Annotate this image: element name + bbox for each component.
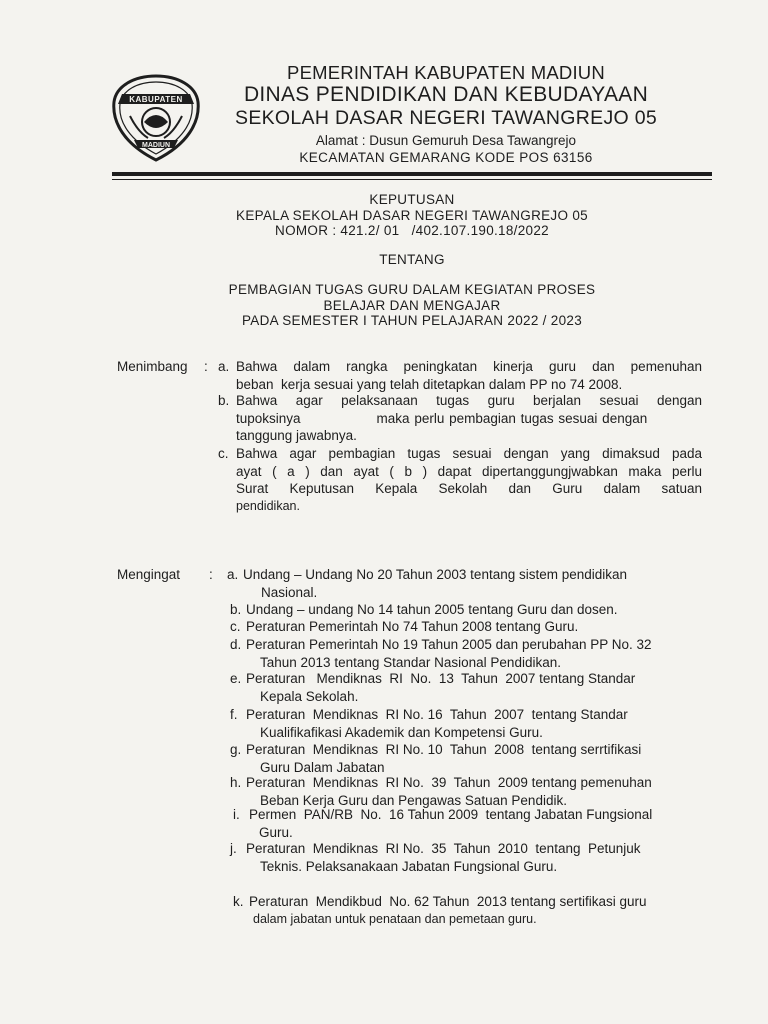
item-line: Kepala Sekolah. (260, 688, 359, 704)
item-marker: e. (230, 671, 242, 686)
item-line: Bahwa agar pembagian tugas sesuai dengan yang dimaksud pada (236, 446, 702, 461)
subject-line-2: BELAJAR DAN MENGAJAR (323, 297, 501, 313)
item-line: Nasional. (261, 584, 318, 600)
item-line: Peraturan Mendiknas RI No. 10 Tahun 2008 tentang serrtifikasi (246, 742, 642, 757)
government-name: PEMERINTAH KABUPATEN MADIUN (287, 62, 605, 83)
item-line: Peraturan Pemerintah No 74 Tahun 2008 tentang Guru. (246, 619, 579, 634)
item-line: Tahun 2013 tentang Standar Nasional Pendidikan. (260, 654, 561, 670)
item-line: Bahwa dalam rangka peningkatan kinerja guru dan pemenuhan (236, 359, 702, 374)
item-line: beban kerja sesuai yang telah ditetapkan dalam PP no 74 2008. (236, 376, 623, 392)
item-line: tanggung jawabnya. (236, 428, 357, 443)
item-line: Permen PAN/RB No. 16 Tahun 2009 tentang Jabatan Fungsional (249, 807, 653, 822)
item-line: Bahwa agar pelaksanaan tugas guru berjalan sesuai dengan (236, 393, 702, 408)
item-line: Guru. (259, 824, 293, 840)
decree-number: NOMOR : 421.2/ 01 /402.107.190.18/2022 (275, 223, 549, 238)
school-district: KECAMATAN GEMARANG KODE POS 63156 (299, 150, 593, 165)
subject-line-3: PADA SEMESTER I TAHUN PELAJARAN 2022 / 2023 (241, 313, 583, 328)
item-line: pendidikan. (236, 498, 300, 513)
item-line: Surat Keputusan Kepala Sekolah dan Guru dalam satuan (236, 481, 702, 496)
item-line: dalam jabatan untuk penataan dan pemetaan guru. (253, 911, 537, 926)
item-line: Guru Dalam Jabatan (260, 759, 385, 775)
item-marker: a. (218, 359, 230, 374)
item-line: Beban Kerja Guru dan Pengawas Satuan Pendidik. (260, 792, 567, 808)
decree-title: KEPUTUSAN (369, 192, 455, 207)
item-marker: a. (227, 567, 239, 582)
item-marker: j. (230, 841, 237, 856)
item-line: Peraturan Mendiknas RI No. 39 Tahun 2009 tentang pemenuhan (246, 775, 652, 790)
school-name: SEKOLAH DASAR NEGERI TAWANGREJO 05 (235, 107, 657, 129)
item-line: Peraturan Mendiknas RI No. 13 Tahun 2007 tentang Standar (246, 671, 636, 686)
item-marker: d. (230, 637, 242, 652)
mengingat-label: Mengingat (117, 567, 181, 582)
item-marker: f. (230, 707, 238, 722)
school-address: Alamat : Dusun Gemuruh Desa Tawangrejo (315, 133, 577, 148)
item-marker: k. (233, 894, 244, 909)
menimbang-label: Menimbang (117, 359, 188, 374)
item-marker: c. (218, 446, 229, 461)
item-line: Peraturan Pemerintah No 19 Tahun 2005 dan perubahan PP No. 32 (246, 637, 652, 652)
item-marker: h. (230, 775, 242, 790)
item-line: Peraturan Mendikbud No. 62 Tahun 2013 tentang sertifikasi guru (249, 894, 647, 909)
mengingat-colon: : (209, 567, 213, 582)
item-line: Peraturan Mendiknas RI No. 35 Tahun 2010 tentang Petunjuk (246, 841, 641, 856)
item-line: Teknis. Pelaksanakaan Jabatan Fungsional Guru. (260, 858, 558, 874)
item-marker: b. (230, 602, 242, 617)
item-line: Kualifikafikasi Akademik dan Kompetensi Guru. (260, 724, 543, 740)
item-line: ayat ( a ) dan ayat ( b ) dapat dipertanggungjwabkan maka perlu (236, 463, 702, 479)
item-marker: b. (218, 393, 230, 408)
item-marker: c. (230, 619, 241, 634)
agency-name: DINAS PENDIDIKAN DAN KEBUDAYAAN (243, 83, 649, 106)
subject-line-1: PEMBAGIAN TUGAS GURU DALAM KEGIATAN PROSES (228, 282, 596, 297)
item-marker: i. (233, 807, 240, 822)
emblem-top-text: KABUPATEN (129, 95, 183, 104)
decree-about: TENTANG (379, 252, 445, 267)
item-line: tupoksinya maka perlu pembagian tugas sesuai dengan (236, 410, 648, 426)
item-line: Undang – undang No 14 tahun 2005 tentang Guru dan dosen. (246, 602, 618, 617)
item-line: Peraturan Mendiknas RI No. 16 Tahun 2007 tentang Standar (246, 707, 628, 722)
item-line: Undang – Undang No 20 Tahun 2003 tentang sistem pendidikan (243, 567, 628, 582)
emblem-bottom-text: MADIUN (142, 142, 170, 149)
menimbang-colon: : (204, 359, 208, 374)
decree-issuer: KEPALA SEKOLAH DASAR NEGERI TAWANGREJO 05 (236, 207, 588, 223)
item-marker: g. (230, 742, 242, 757)
